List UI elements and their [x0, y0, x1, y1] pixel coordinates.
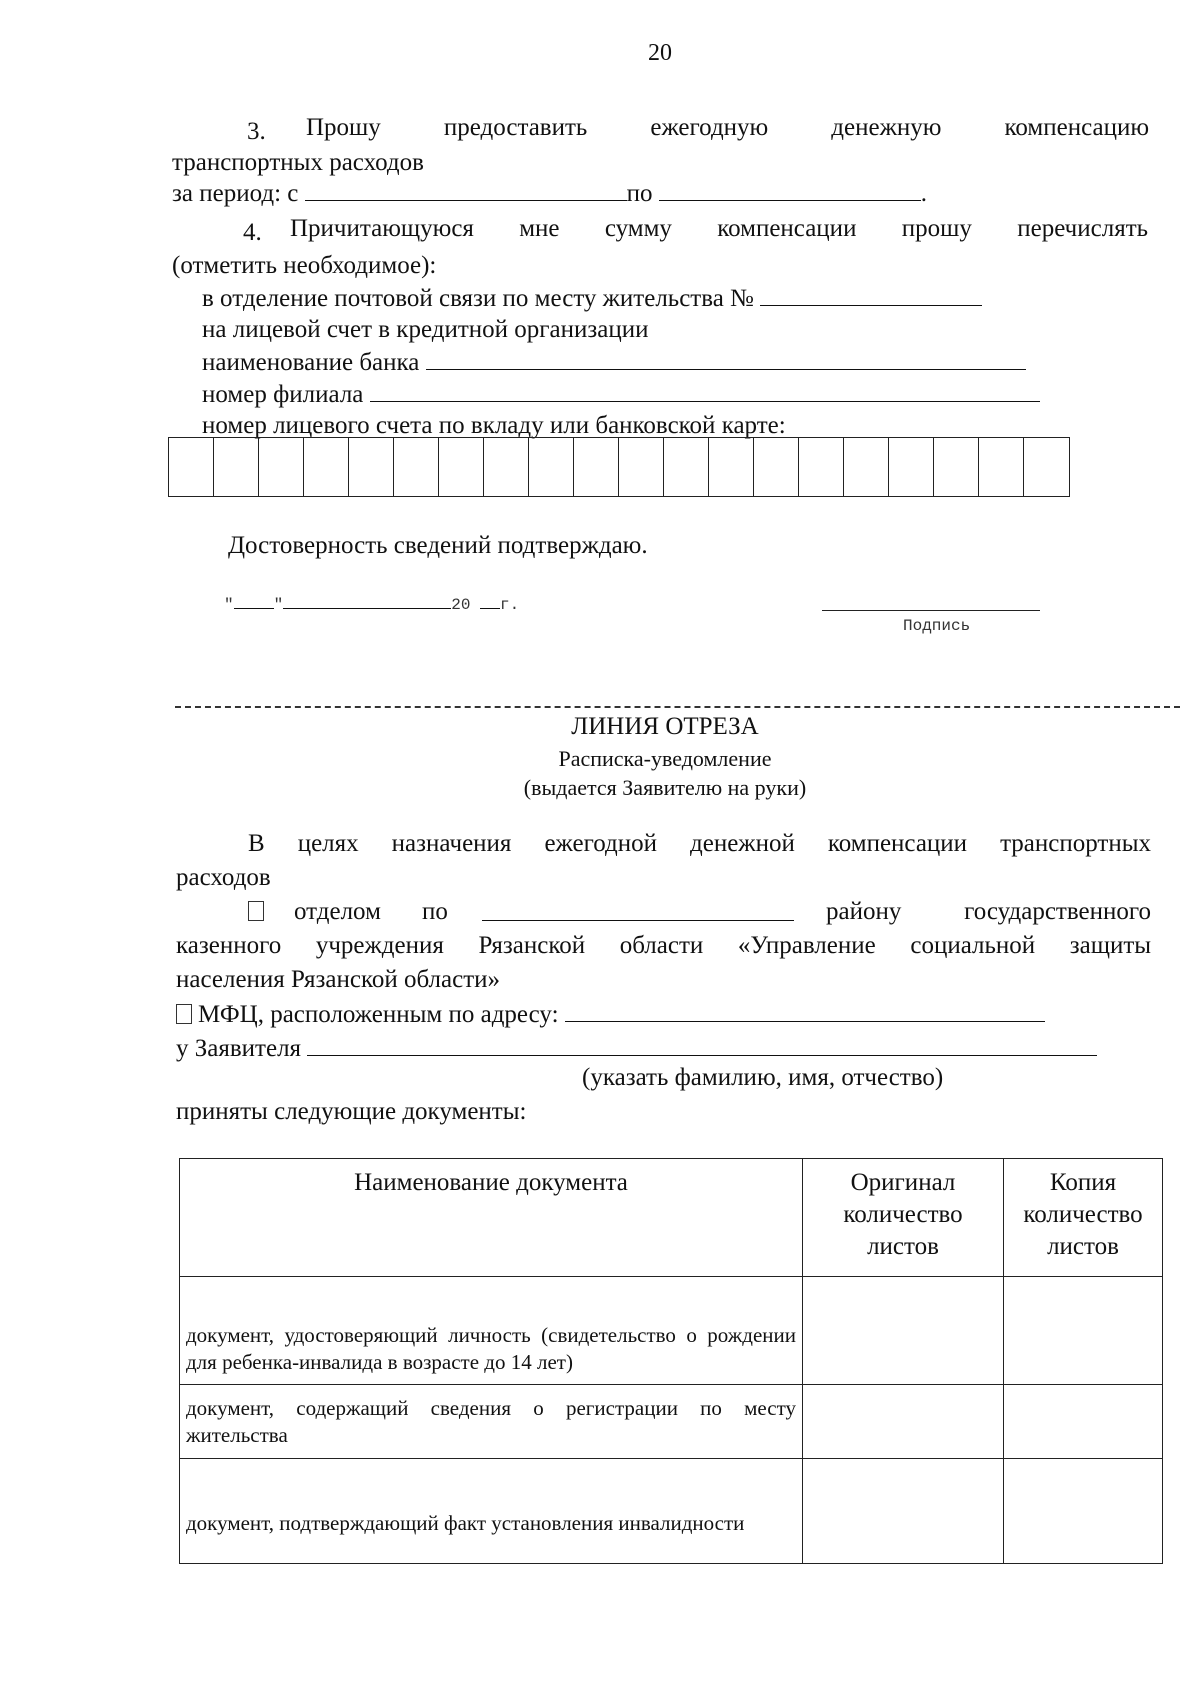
- account-digit-cell[interactable]: [709, 438, 754, 496]
- applicant-hint: (указать фамилию, имя, отчество): [582, 1064, 944, 1091]
- receipt-word: транспортных: [1000, 830, 1152, 857]
- row-document-name: документ, удостоверяющий личность (свидетельство о рождении для ребенка-инвалида в возрасте до 14 лет): [180, 1277, 803, 1385]
- bank-name-line: [202, 347, 1026, 378]
- signature-caption: Подпись: [903, 617, 971, 635]
- signature-line[interactable]: [822, 610, 1040, 611]
- table-row: [180, 1459, 1163, 1564]
- date-quote-open: ": [224, 596, 234, 614]
- row-document-name: документ, подтверждающий факт установления инвалидности: [180, 1459, 803, 1564]
- account-digit-cell[interactable]: [934, 438, 979, 496]
- table-row: [180, 1277, 1163, 1385]
- period-from-field[interactable]: [305, 178, 627, 201]
- date-year-field[interactable]: [480, 594, 500, 609]
- period-to-field[interactable]: [659, 178, 921, 201]
- header-name-text: Наименование документа: [354, 1169, 628, 1196]
- page-number: 20: [648, 40, 672, 66]
- receipt-subtitle: (выдается Заявителю на руки): [523, 775, 807, 800]
- date-year-suffix: г.: [500, 596, 520, 614]
- dept-line3: населения Рязанской области»: [176, 966, 501, 993]
- receipt-word: целях: [297, 830, 359, 857]
- accepted-documents-label: приняты следующие документы:: [176, 1098, 527, 1125]
- item4-word: прошу: [901, 215, 972, 242]
- item4-word: сумму: [604, 215, 672, 242]
- dept-label-po: по: [422, 898, 448, 925]
- account-digit-cell[interactable]: [619, 438, 664, 496]
- header-original-line: Оригинал: [850, 1169, 956, 1196]
- header-copy: [1004, 1159, 1163, 1277]
- table-row: [180, 1385, 1163, 1459]
- receipt-word: ежегодной: [544, 830, 657, 857]
- cut-line-label: ЛИНИЯ ОТРЕЗА: [571, 713, 759, 740]
- dept-line2: [176, 931, 1151, 961]
- bank-name-label: наименование банка: [202, 349, 420, 376]
- receipt-word: назначения: [391, 830, 512, 857]
- receipt-word: денежной: [690, 830, 795, 857]
- header-original-line: листов: [867, 1233, 939, 1260]
- period-to-label: по: [626, 180, 653, 207]
- post-office-line: [202, 283, 982, 314]
- mfc-label: МФЦ, расположенным по адресу:: [198, 1001, 559, 1028]
- branch-number-field[interactable]: [370, 379, 1040, 402]
- account-digit-cell[interactable]: [799, 438, 844, 496]
- account-number-label: номер лицевого счета по вкладу или банковской карте:: [202, 412, 786, 439]
- item3-word: денежную: [831, 114, 942, 141]
- receipt-word: защиты: [1069, 932, 1152, 959]
- account-digit-cell[interactable]: [979, 438, 1024, 496]
- dept-checkbox[interactable]: [248, 901, 264, 921]
- account-digit-cell[interactable]: [439, 438, 484, 496]
- branch-number-line: [202, 379, 1040, 410]
- district-field[interactable]: [482, 898, 794, 921]
- item4-line2: (отметить необходимое):: [172, 252, 437, 279]
- applicant-label: у Заявителя: [176, 1035, 302, 1062]
- header-original-line: количество: [843, 1201, 963, 1228]
- account-digit-cell[interactable]: [484, 438, 529, 496]
- receipt-intro-line: [248, 829, 1151, 859]
- receipt-word: казенного: [176, 932, 282, 959]
- item4-word: Причитающуюся: [290, 215, 474, 242]
- account-digit-cell[interactable]: [214, 438, 259, 496]
- account-number-cells[interactable]: [168, 437, 1070, 497]
- item3-num: 3.: [247, 118, 266, 145]
- header-document-name: [180, 1159, 803, 1277]
- branch-number-label: номер филиала: [202, 381, 364, 408]
- receipt-word: учреждения: [315, 932, 444, 959]
- post-office-label: в отделение почтовой связи по месту жительства №: [202, 285, 754, 312]
- item3-word: компенсацию: [1004, 114, 1150, 141]
- account-digit-cell[interactable]: [349, 438, 394, 496]
- dept-label: отделом: [294, 898, 381, 925]
- account-digit-cell[interactable]: [574, 438, 619, 496]
- row-document-name: документ, содержащий сведения о регистрации по месту жительства: [180, 1385, 803, 1459]
- row-copy-count[interactable]: [1004, 1459, 1163, 1564]
- header-original: [803, 1159, 1004, 1277]
- date-line: [224, 594, 519, 614]
- mfc-line: [176, 999, 1045, 1030]
- account-digit-cell[interactable]: [844, 438, 889, 496]
- account-digit-cell[interactable]: [169, 438, 214, 496]
- header-copy-line: листов: [1047, 1233, 1119, 1260]
- item3-word: Прошу: [306, 114, 381, 141]
- receipt-word: Рязанской: [478, 932, 586, 959]
- item3-line2: транспортных расходов: [172, 149, 424, 176]
- item3-word: ежегодную: [650, 114, 769, 141]
- table-header-row: [180, 1159, 1163, 1277]
- dept-checkbox-line: [248, 897, 270, 927]
- row-original-count[interactable]: [803, 1459, 1004, 1564]
- account-digit-cell[interactable]: [529, 438, 574, 496]
- bank-name-field[interactable]: [426, 347, 1026, 370]
- receipt-word: государственного: [964, 898, 1151, 925]
- date-year-prefix: 20: [451, 596, 471, 614]
- applicant-line: [176, 1033, 1097, 1064]
- date-day-field[interactable]: [234, 594, 274, 609]
- cut-dashed-line: [175, 706, 1180, 708]
- item4-word: компенсации: [717, 215, 857, 242]
- account-digit-cell[interactable]: [889, 438, 934, 496]
- period-label: за период: с: [172, 180, 299, 207]
- date-quote-close: ": [273, 596, 284, 614]
- account-digit-cell[interactable]: [304, 438, 349, 496]
- account-digit-cell[interactable]: [259, 438, 304, 496]
- row-original-count[interactable]: [803, 1385, 1004, 1459]
- receipt-word: «Управление: [737, 932, 876, 959]
- mfc-address-field[interactable]: [565, 999, 1045, 1022]
- receipt-word: социальной: [910, 932, 1036, 959]
- date-month-field[interactable]: [283, 594, 451, 609]
- item4-first-line: [290, 214, 1148, 244]
- header-copy-line: количество: [1023, 1201, 1143, 1228]
- receipt-word: району: [826, 898, 902, 925]
- row-copy-count[interactable]: [1004, 1385, 1163, 1459]
- confirmation-text: Достоверность сведений подтверждаю.: [228, 532, 648, 559]
- period-line: [172, 178, 927, 209]
- item4-num: 4.: [243, 219, 262, 246]
- bank-account-label: на лицевой счет в кредитной организации: [202, 316, 649, 343]
- receipt-word: В: [248, 830, 265, 857]
- dept-rest-line: [826, 897, 1151, 927]
- mfc-checkbox[interactable]: [176, 1004, 192, 1024]
- receipt-title: Расписка-уведомление: [558, 746, 772, 771]
- header-copy-line: Копия: [1049, 1169, 1117, 1196]
- receipt-word: компенсации: [827, 830, 968, 857]
- documents-table: [179, 1158, 1163, 1564]
- item3-first-line: [306, 113, 1149, 143]
- account-digit-cell[interactable]: [1024, 438, 1069, 496]
- item4-word: перечислять: [1017, 215, 1149, 242]
- row-original-count[interactable]: [803, 1277, 1004, 1385]
- receipt-word: области: [619, 932, 704, 959]
- period-end-dot: .: [920, 180, 928, 207]
- item3-word: предоставить: [443, 114, 588, 141]
- account-digit-cell[interactable]: [664, 438, 709, 496]
- post-office-number-field[interactable]: [760, 283, 982, 306]
- applicant-name-field[interactable]: [307, 1033, 1097, 1056]
- item4-word: мне: [519, 215, 560, 242]
- receipt-intro-line2: расходов: [176, 864, 271, 891]
- row-copy-count[interactable]: [1004, 1277, 1163, 1385]
- account-digit-cell[interactable]: [754, 438, 799, 496]
- account-digit-cell[interactable]: [394, 438, 439, 496]
